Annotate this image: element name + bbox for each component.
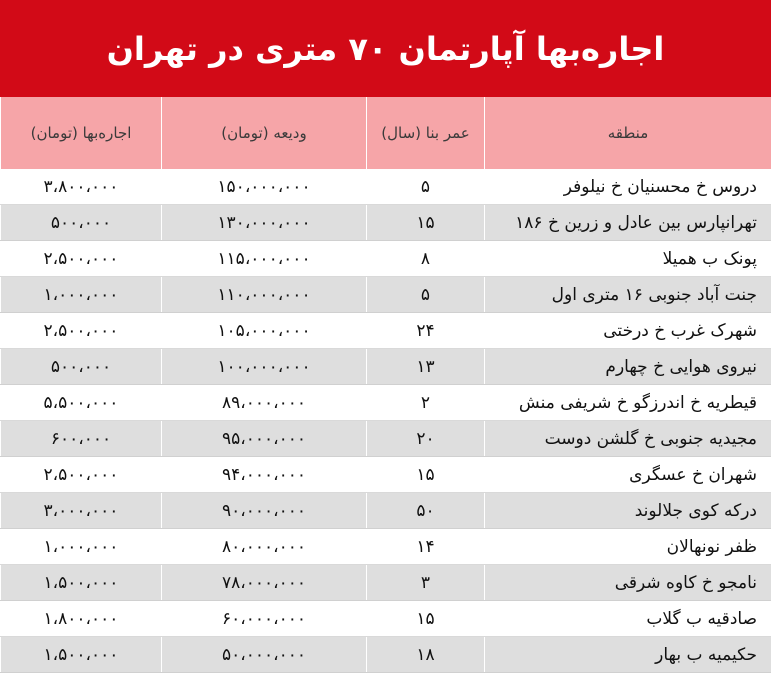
page-title: اجاره‌بها آپارتمان ۷۰ متری در تهران	[106, 29, 665, 68]
cell-rent: ۱،۸۰۰،۰۰۰	[1, 601, 162, 637]
cell-rent: ۵۰۰،۰۰۰	[1, 349, 162, 385]
cell-age: ۱۳	[367, 349, 485, 385]
cell-deposit: ۹۴،۰۰۰،۰۰۰	[162, 457, 367, 493]
cell-area: دروس خ محسنیان خ نیلوفر	[485, 169, 771, 205]
cell-area: حکیمیه ب بهار	[485, 637, 771, 673]
cell-age: ۵۰	[367, 493, 485, 529]
cell-area: جنت آباد جنوبی ۱۶ متری اول	[485, 277, 771, 313]
cell-rent: ۱،۰۰۰،۰۰۰	[1, 529, 162, 565]
table-row	[1, 421, 771, 457]
cell-rent: ۳،۰۰۰،۰۰۰	[1, 493, 162, 529]
cell-rent: ۲،۵۰۰،۰۰۰	[1, 313, 162, 349]
cell-area: درکه کوی جلالوند	[485, 493, 771, 529]
table-row	[1, 349, 771, 385]
table-row	[1, 277, 771, 313]
cell-deposit: ۹۰،۰۰۰،۰۰۰	[162, 493, 367, 529]
cell-deposit: ۸۹،۰۰۰،۰۰۰	[162, 385, 367, 421]
cell-deposit: ۱۳۰،۰۰۰،۰۰۰	[162, 205, 367, 241]
cell-deposit: ۱۱۵،۰۰۰،۰۰۰	[162, 241, 367, 277]
table-row	[1, 457, 771, 493]
title-bar	[0, 0, 771, 97]
table-row	[1, 169, 771, 205]
cell-area: ظفر نونهالان	[485, 529, 771, 565]
table-row	[1, 637, 771, 673]
cell-age: ۵	[367, 277, 485, 313]
table-header-row	[1, 97, 771, 169]
cell-age: ۱۵	[367, 205, 485, 241]
table-row	[1, 493, 771, 529]
cell-rent: ۱،۵۰۰،۰۰۰	[1, 565, 162, 601]
cell-rent: ۲،۵۰۰،۰۰۰	[1, 241, 162, 277]
cell-age: ۱۵	[367, 601, 485, 637]
table-row	[1, 529, 771, 565]
cell-deposit: ۵۰،۰۰۰،۰۰۰	[162, 637, 367, 673]
cell-rent: ۱،۵۰۰،۰۰۰	[1, 637, 162, 673]
cell-deposit: ۸۰،۰۰۰،۰۰۰	[162, 529, 367, 565]
column-header-area: منطقه	[485, 97, 771, 169]
cell-age: ۲۴	[367, 313, 485, 349]
column-header-rent: اجاره‌بها (تومان)	[1, 97, 162, 169]
cell-area: قیطریه خ اندرزگو خ شریفی منش	[485, 385, 771, 421]
table-row	[1, 385, 771, 421]
column-header-age: عمر بنا (سال)	[367, 97, 485, 169]
table-row	[1, 313, 771, 349]
cell-rent: ۵،۵۰۰،۰۰۰	[1, 385, 162, 421]
table-row	[1, 205, 771, 241]
cell-age: ۲۰	[367, 421, 485, 457]
table-row	[1, 565, 771, 601]
cell-rent: ۲،۵۰۰،۰۰۰	[1, 457, 162, 493]
cell-area: تهرانپارس بین عادل و زرین خ ۱۸۶	[485, 205, 771, 241]
cell-area: صادقیه ب گلاب	[485, 601, 771, 637]
cell-rent: ۵۰۰،۰۰۰	[1, 205, 162, 241]
cell-age: ۳	[367, 565, 485, 601]
cell-rent: ۶۰۰،۰۰۰	[1, 421, 162, 457]
cell-age: ۲	[367, 385, 485, 421]
cell-deposit: ۱۵۰،۰۰۰،۰۰۰	[162, 169, 367, 205]
cell-area: نامجو خ کاوه شرقی	[485, 565, 771, 601]
cell-area: مجیدیه جنوبی خ گلشن دوست	[485, 421, 771, 457]
cell-area: شهرک غرب خ درختی	[485, 313, 771, 349]
cell-deposit: ۱۰۰،۰۰۰،۰۰۰	[162, 349, 367, 385]
cell-age: ۸	[367, 241, 485, 277]
rent-table	[0, 97, 771, 673]
cell-deposit: ۱۱۰،۰۰۰،۰۰۰	[162, 277, 367, 313]
table-row	[1, 601, 771, 637]
cell-rent: ۳،۸۰۰،۰۰۰	[1, 169, 162, 205]
column-header-deposit: ودیعه (تومان)	[162, 97, 367, 169]
cell-deposit: ۱۰۵،۰۰۰،۰۰۰	[162, 313, 367, 349]
cell-age: ۱۵	[367, 457, 485, 493]
cell-area: پونک ب همیلا	[485, 241, 771, 277]
cell-rent: ۱،۰۰۰،۰۰۰	[1, 277, 162, 313]
cell-area: نیروی هوایی خ چهارم	[485, 349, 771, 385]
cell-age: ۱۴	[367, 529, 485, 565]
table-row	[1, 241, 771, 277]
cell-deposit: ۶۰،۰۰۰،۰۰۰	[162, 601, 367, 637]
cell-age: ۵	[367, 169, 485, 205]
cell-area: شهران خ عسگری	[485, 457, 771, 493]
cell-deposit: ۷۸،۰۰۰،۰۰۰	[162, 565, 367, 601]
cell-age: ۱۸	[367, 637, 485, 673]
cell-deposit: ۹۵،۰۰۰،۰۰۰	[162, 421, 367, 457]
